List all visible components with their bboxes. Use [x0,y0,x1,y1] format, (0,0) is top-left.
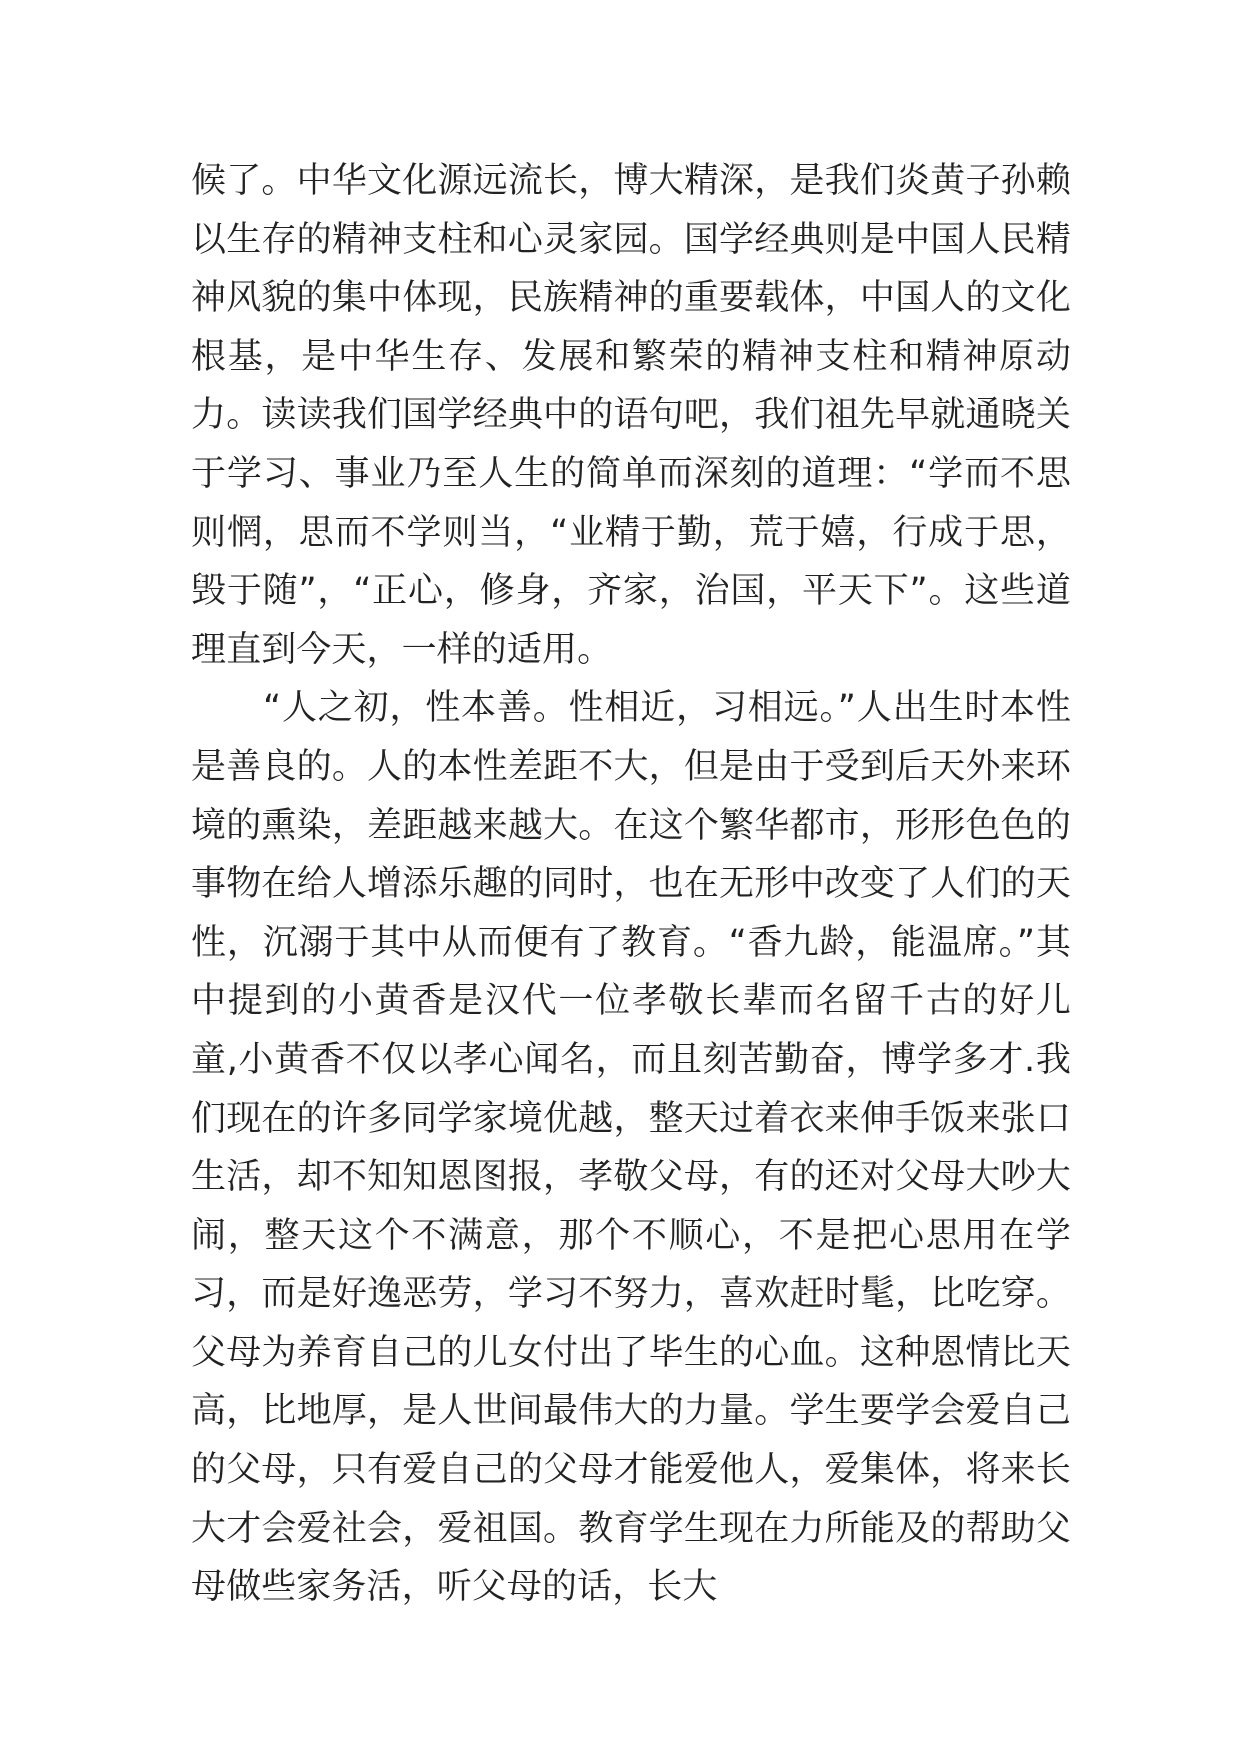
body-text [191,152,1071,1617]
paragraph-2: “人之初，性本善。性相近，习相远。”人出生时本性是善良的。人的本性差距不大，但是由于受到后天外来环境的熏染，差距越来越大。在这个繁华都市，形形色色的事物在给人增添乐趣的同时，也在无形中改变了人们的天性，沉溺于其中从而便有了教育。“香九龄，能温席。”其中提到的小黄香是汉代一位孝敬长辈而名留千古的好儿童,小黄香不仅以孝心闻名，而且刻苦勤奋，博学多才.我们现在的许多同学家境优越，整天过着衣来伸手饭来张口生活，却不知知恩图报，孝敬父母，有的还对父母大吵大闹，整天这个不满意，那个不顺心，不是把心思用在学习，而是好逸恶劳，学习不努力，喜欢赶时髦，比吃穿。父母为养育自己的儿女付出了毕生的心血。这种恩情比天高，比地厚，是人世间最伟大的力量。学生要学会爱自己的父母，只有爱自己的父母才能爱他人，爱集体，将来长大才会爱社会，爱祖国。教育学生现在力所能及的帮助父母做些家务活，听父母的话，长大 [191,688,1071,1608]
paragraph-1: 候了。中华文化源远流长，博大精深，是我们炎黄子孙赖以生存的精神支柱和心灵家园。国学经典则是中国人民精神风貌的集中体现，民族精神的重要载体，中国人的文化根基，是中华生存、发展和繁荣的精神支柱和精神原动力。读读我们国学经典中的语句吧，我们祖先早就通晓关于学习、事业乃至人生的简单而深刻的道理：“学而不思则惘，思而不学则当，“业精于勤，荒于嬉，行成于思，毁于随”，“正心，修身，齐家，治国，平天下”。这些道理直到今天，一样的适用。 [191,161,1071,670]
